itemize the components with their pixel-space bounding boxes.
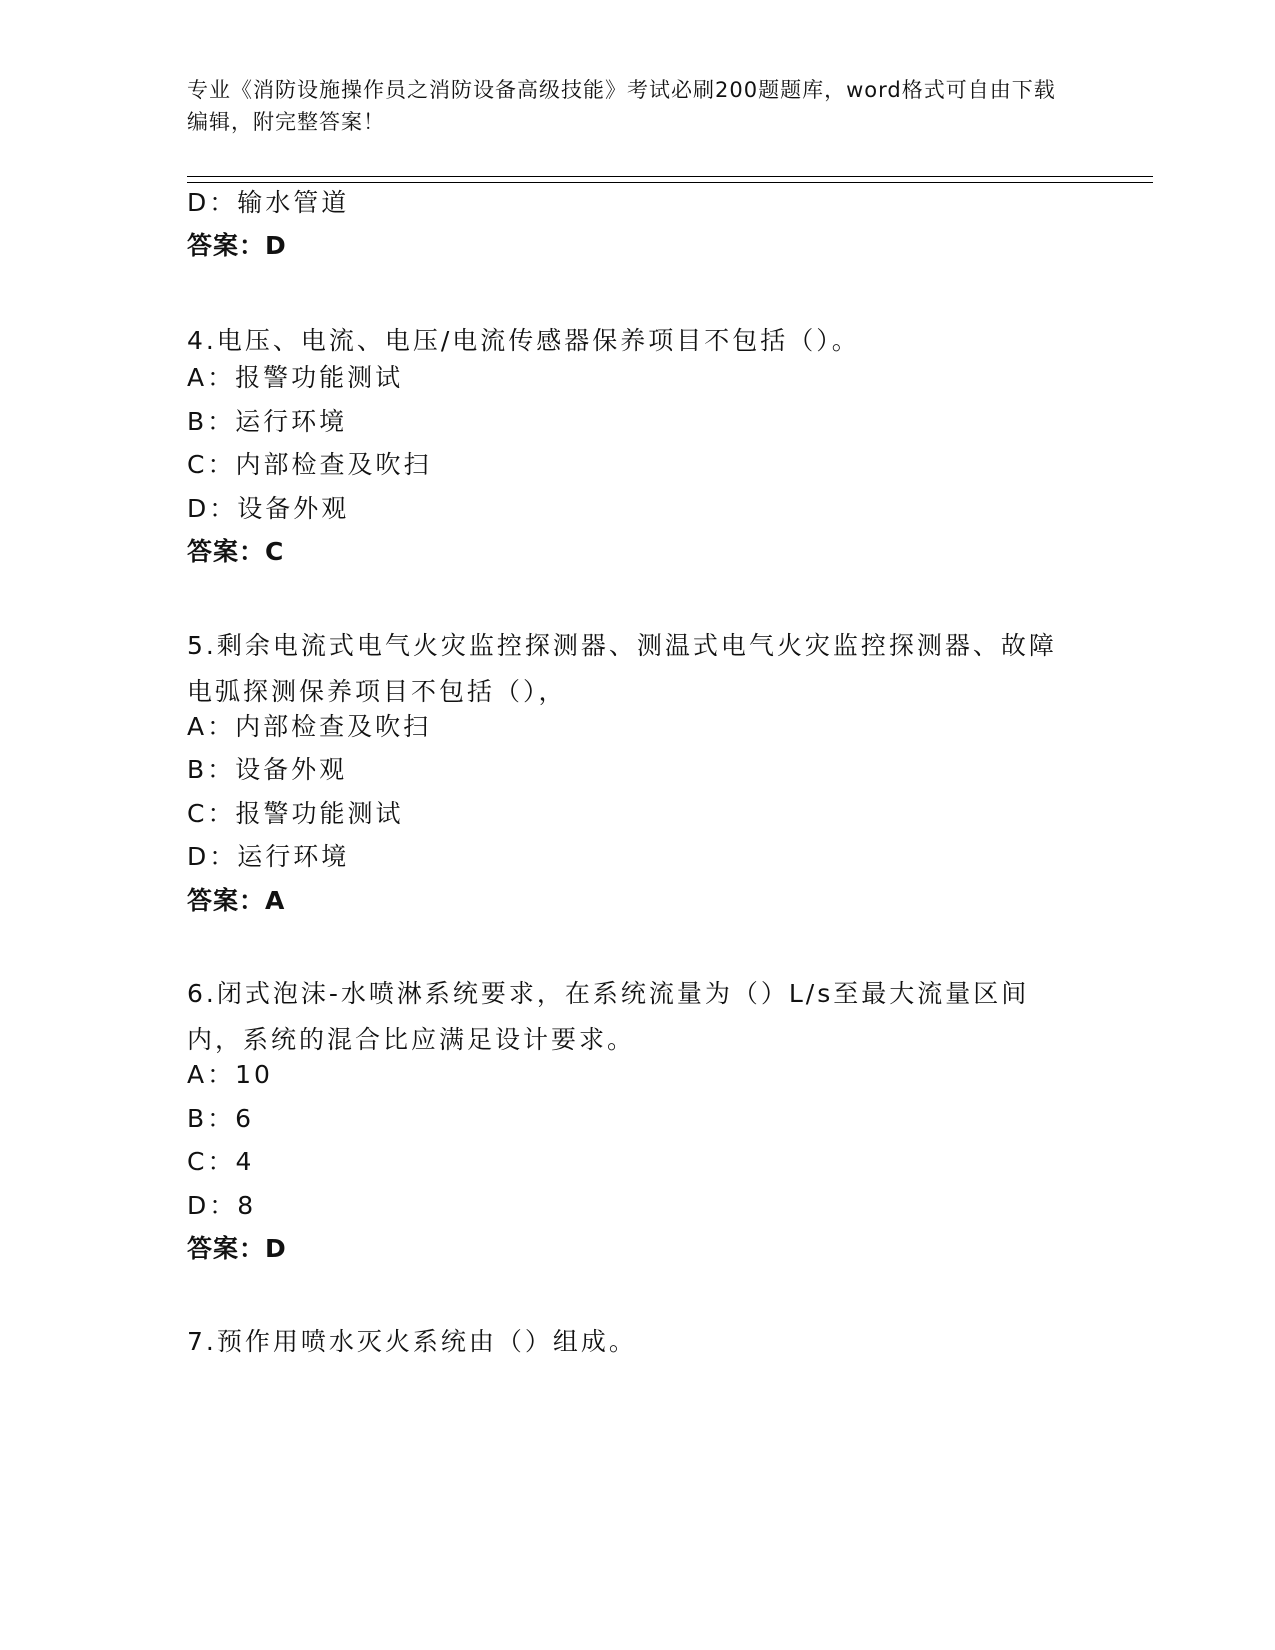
- question-5-option-d: D：运行环境: [187, 842, 350, 871]
- question-4-option-b: B：运行环境: [187, 407, 348, 436]
- question-7-text: 7.预作用喷水灭火系统由（）组成。: [187, 1327, 637, 1356]
- question-4-option-d: D：设备外观: [187, 494, 350, 523]
- question-5-option-b: B：设备外观: [187, 755, 348, 784]
- question-5-answer: 答案：A: [187, 886, 286, 915]
- question-6-option-c: C：4: [187, 1147, 255, 1176]
- question-4-option-c: C：内部检查及吹扫: [187, 450, 432, 479]
- question-6-answer: 答案：D: [187, 1234, 287, 1263]
- question-5-text: 5.剩余电流式电气火灾监控探测器、测温式电气火灾监控探测器、故障电弧探测保养项目不包括（），: [187, 631, 1057, 706]
- question-5-option-c: C：报警功能测试: [187, 799, 404, 828]
- question-6-option-d: D：8: [187, 1191, 257, 1220]
- document-header: 专业《消防设施操作员之消防设备高级技能》考试必刷200题题库，word格式可自由下载编辑，附完整答案！: [187, 78, 1056, 134]
- question-4-option-a: A：报警功能测试: [187, 363, 404, 392]
- question-4-answer: 答案：C: [187, 537, 285, 566]
- question-6-option-a: A：10: [187, 1060, 273, 1089]
- question-4-text: 4.电压、电流、电压/电流传感器保养项目不包括（）。: [187, 326, 860, 355]
- question-6-option-b: B：6: [187, 1104, 255, 1133]
- header-divider-top: [187, 176, 1153, 177]
- answer: 答案：D: [187, 231, 287, 260]
- question-6-text: 6.闭式泡沫-水喷淋系统要求，在系统流量为（）L/s至最大流量区间内，系统的混合比应满足设计要求。: [187, 979, 1030, 1054]
- question-5-option-a: A：内部检查及吹扫: [187, 712, 432, 741]
- header-divider-bottom: [187, 182, 1153, 183]
- option-d: D：输水管道: [187, 188, 350, 217]
